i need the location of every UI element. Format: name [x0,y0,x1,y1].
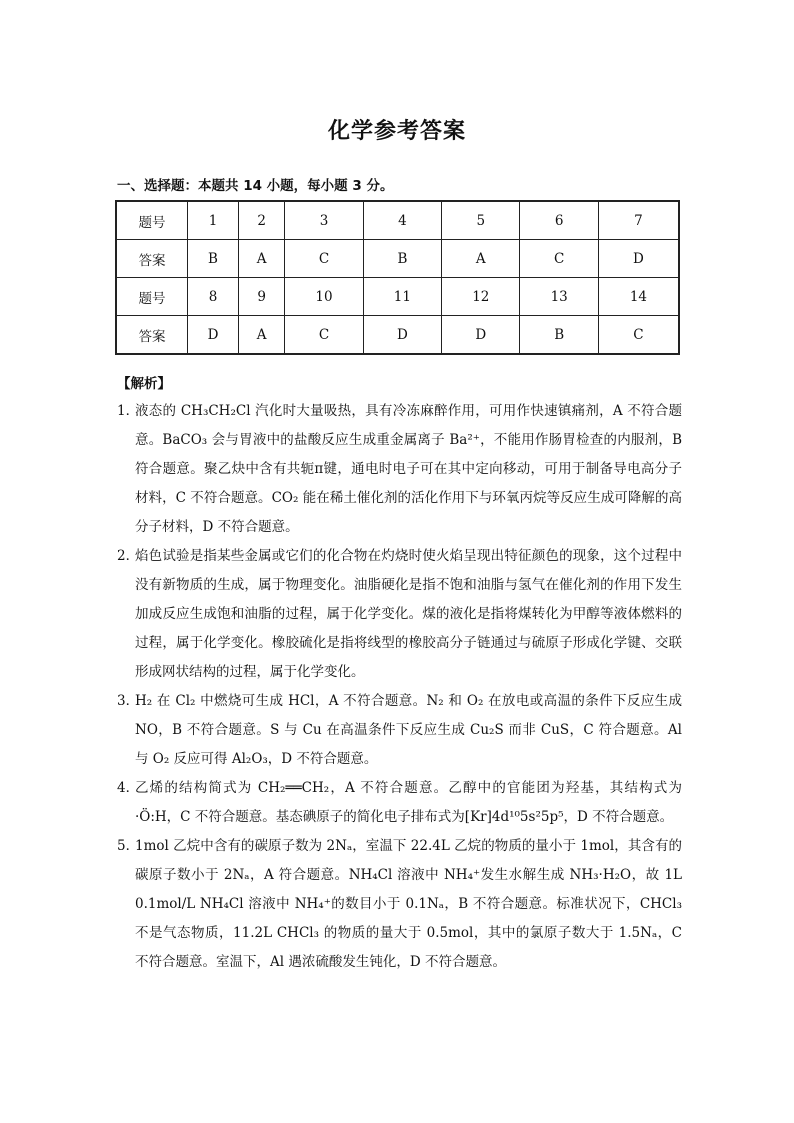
table-cell: D [598,240,679,278]
table-row [116,316,679,355]
table-cell: 8 [188,278,239,316]
item-number: 4． [117,780,140,796]
item-text: 焰色试验是指某些金属或它们的化合物在灼烧时使火焰呈现出特征颜色的现象，这个过程中没有新物质的生成，属于物理变化。油脂硬化是指不饱和油脂与氢气在催化剂的作用下发生加成反应生成饱和油脂的过程，属于化学变化。煤的液化是指将煤转化为甲醇等液体燃料的过程，属于化学变化。橡胶硫化是指将线型的橡胶高分子链通过与硫原子形成化学键、交联形成网状结构的过程，属于化学变化。 [135,548,682,680]
row-label: 答案 [116,240,188,278]
answer-table [115,200,680,355]
item-text: 1mol 乙烷中含有的碳原子数为 2Nₐ，室温下 22.4L 乙烷的物质的量小于 1mol，其含有的碳原子数小于 2Nₐ，A 符合题意。NH₄Cl 溶液中 NH₄⁺发生水解生成 NH₃·H₂O，故 1L 0.1mol/L NH₄Cl 溶液中 NH₄⁺的数目小于 0.1Nₐ，B 不符合题意。标准状况下，CHCl₃ 不是气态物质，11.2L CHCl₃ 的物质的量大于 0.5mol，其中的氯原子数大于 1.5Nₐ，C 不符合题意。室温下，Al 遇浓硫酸发生钝化，D 不符合题意。 [135,838,682,970]
analysis-list [117,397,682,977]
item-number: 3． [117,693,140,709]
item-text: 乙烯的结构简式为 CH₂══CH₂，A 不符合题意。乙醇中的官能团为羟基，其结构式为·Ö:H，C 不符合题意。基态碘原子的简化电子排布式为[Kr]4d¹⁰5s²5p⁵，D 不符合题意。 [135,780,682,825]
table-cell: 10 [285,278,363,316]
table-cell: 1 [188,201,239,240]
row-label: 答案 [116,316,188,355]
table-cell: 12 [442,278,520,316]
table-cell: B [520,316,598,355]
item-number: 5． [117,838,140,854]
row-label: 题号 [116,201,188,240]
table-cell: D [363,316,441,355]
analysis-heading: 【解析】 [117,376,171,392]
table-cell: A [238,240,284,278]
table-cell: 14 [598,278,679,316]
table-cell: A [442,240,520,278]
item-number: 2． [117,548,140,564]
analysis-item [117,832,682,977]
row-label: 题号 [116,278,188,316]
table-cell: B [363,240,441,278]
table-row [116,201,679,240]
table-cell: 7 [598,201,679,240]
item-text: H₂ 在 Cl₂ 中燃烧可生成 HCl，A 不符合题意。N₂ 和 O₂ 在放电或高温的条件下反应生成 NO，B 不符合题意。S 与 Cu 在高温条件下反应生成 Cu₂S 而非 CuS，C 符合题意。Al 与 O₂ 反应可得 Al₂O₃，D 不符合题意。 [135,693,682,767]
table-cell: 2 [238,201,284,240]
table-row [116,278,679,316]
item-text: 液态的 CH₃CH₂Cl 汽化时大量吸热，具有冷冻麻醉作用，可用作快速镇痛剂，A 不符合题意。BaCO₃ 会与胃液中的盐酸反应生成重金属离子 Ba²⁺，不能用作肠胃检查的内服剂，B 符合题意。聚乙炔中含有共轭π键，通电时电子可在其中定向移动，可用于制备导电高分子材料，C 不符合题意。CO₂ 能在稀土催化剂的活化作用下与环氧丙烷等反应生成可降解的高分子材料，D 不符合题意。 [135,403,682,535]
table-cell: 5 [442,201,520,240]
table-cell: C [285,316,363,355]
table-cell: B [188,240,239,278]
table-cell: C [520,240,598,278]
table-cell: 11 [363,278,441,316]
table-cell: 6 [520,201,598,240]
item-number: 1． [117,403,140,419]
page-title: 化学参考答案 [327,119,466,144]
table-cell: D [442,316,520,355]
analysis-item [117,687,682,774]
table-cell: 13 [520,278,598,316]
table-cell: 9 [238,278,284,316]
table-cell: A [238,316,284,355]
table-cell: D [188,316,239,355]
section-heading: 一、选择题：本题共 14 小题，每小题 3 分。 [117,178,394,194]
table-cell: 3 [285,201,363,240]
table-cell: 4 [363,201,441,240]
table-row [116,240,679,278]
table-cell: C [598,316,679,355]
table-cell: C [285,240,363,278]
analysis-item [117,774,682,832]
analysis-item [117,542,682,687]
analysis-item [117,397,682,542]
